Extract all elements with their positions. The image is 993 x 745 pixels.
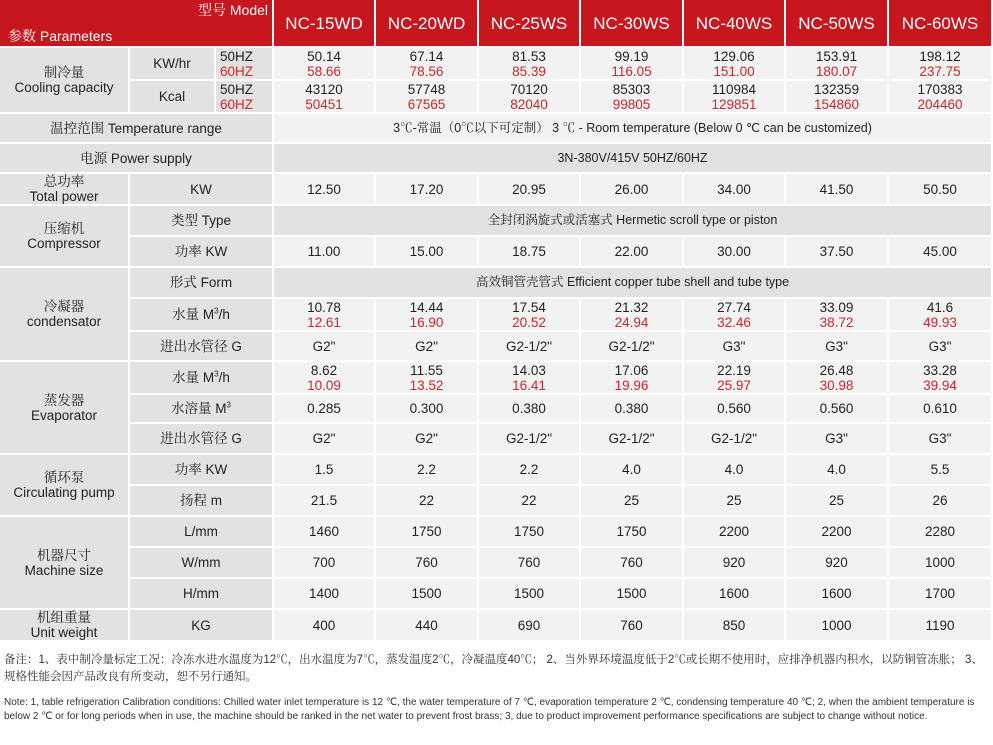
cooling-kcal-cell: 170383 204460 (889, 81, 993, 114)
condenser-flow-cell: 10.78 12.61 (274, 299, 376, 332)
condenser-pipe-cell: G2" (274, 332, 376, 362)
cooling-label-en: Cooling capacity (14, 80, 114, 95)
pump-power-cell: 4.0 (786, 455, 889, 486)
model-header: NC-60WS (889, 0, 993, 48)
cooling-kcal-cell: 85303 99805 (581, 81, 684, 114)
size-label: 机器尺寸 Machine size (0, 517, 130, 610)
condenser-flow-cell: 17.54 20.52 (479, 299, 581, 332)
evaporator-volume-cell: 0.610 (889, 395, 993, 424)
hz60-label: 60HZ (220, 63, 254, 79)
total-power-cell: 50.50 (889, 174, 993, 206)
compressor-power-cell: 18.75 (479, 237, 581, 268)
evaporator-pipe-cell: G3" (889, 424, 993, 455)
evaporator-pipe-cell: G2-1/2" (479, 424, 581, 455)
temp-range-value: 3℃-常温（0℃以下可定制） 3 ℃ - Room temperature (Below 0 ℃ can be customized) (274, 114, 993, 144)
condenser-pipe-cell: G2" (376, 332, 479, 362)
total-power-cell: 26.00 (581, 174, 684, 206)
size-h-cell: 1600 (786, 579, 889, 610)
cooling-kw-cell: 81.53 85.39 (479, 48, 581, 81)
weight-cell: 690 (479, 610, 581, 642)
note-english: Note: 1, table refrigeration Calibration conditions: Chilled water inlet temperature is 12 ℃, the water temperature of 7 ℃, evaporation temperature 2 ℃, condensing temperature 40 ℃; 2, when the ambient temperature is below 2 ℃ or for long periods when in use, the machine should be ranked in the net water to prevent frost brass; 3, due to product improvement performance specifications are subject to change without notice. (4, 697, 975, 722)
model-header: NC-50WS (786, 0, 889, 48)
model-header: NC-20WD (376, 0, 479, 48)
condenser-flow-cell: 33.09 38.72 (786, 299, 889, 332)
weight-cell: 760 (581, 610, 684, 642)
cooling-kcal-row (0, 81, 993, 114)
evaporator-flow-label: 水量 $M^3/h$ (130, 362, 274, 395)
cooling-kw-cell: 129.06 151.00 (684, 48, 786, 81)
evaporator-flow-cell: 33.28 39.94 (889, 362, 993, 395)
size-l-cell: 1750 (581, 517, 684, 548)
power-supply-label: 电源 Power supply (0, 144, 274, 174)
evaporator-volume-cell: 0.285 (274, 395, 376, 424)
evaporator-volume-cell: 0.380 (581, 395, 684, 424)
size-h-cell: 1400 (274, 579, 376, 610)
condenser-pipe-cell: G3" (786, 332, 889, 362)
size-l-cell: 1460 (274, 517, 376, 548)
cooling-kcal-cell: 70120 82040 (479, 81, 581, 114)
size-w-cell: 920 (684, 548, 786, 579)
evaporator-pipe-cell: G2" (376, 424, 479, 455)
pump-power-row (0, 455, 993, 486)
size-w-cell: 760 (376, 548, 479, 579)
compressor-power-cell: 15.00 (376, 237, 479, 268)
evaporator-flow-cell: 14.03 16.41 (479, 362, 581, 395)
total-power-cell: 20.95 (479, 174, 581, 206)
note-chinese: 备注：1、表中制冷量标定工况：冷冻水进水温度为12℃，出水温度为7℃，蒸发温度2℃，冷凝温度40℃； 2、当外界环境温度低于2℃或长期不使用时，应排净机器内积水，以防铜管冻胀； 3、规格性能会因产品改良有所变动，恕不另行通知。 (4, 654, 983, 683)
condenser-flow-cell: 41.6 49.93 (889, 299, 993, 332)
compressor-power-label: 功率 KW (130, 237, 274, 268)
total-power-cell: 12.50 (274, 174, 376, 206)
size-h-cell: 1500 (581, 579, 684, 610)
size-w-cell: 920 (786, 548, 889, 579)
pump-head-cell: 25 (786, 486, 889, 517)
size-l-cell: 2200 (786, 517, 889, 548)
condenser-pipe-cell: G2-1/2" (479, 332, 581, 362)
evaporator-flow-row (0, 362, 993, 395)
pump-head-cell: 25 (684, 486, 786, 517)
weight-cell: 850 (684, 610, 786, 642)
pump-head-cell: 25 (581, 486, 684, 517)
compressor-power-row (0, 237, 993, 268)
pump-power-cell: 4.0 (684, 455, 786, 486)
size-w-cell: 760 (479, 548, 581, 579)
size-h-cell: 1500 (479, 579, 581, 610)
kw-unit: KW/hr (130, 48, 216, 81)
cooling-label (0, 48, 130, 114)
pump-power-label: 功率 KW (130, 455, 274, 486)
size-l-cell: 1750 (479, 517, 581, 548)
pump-power-cell: 2.2 (479, 455, 581, 486)
cooling-kw-cell: 198.12 237.75 (889, 48, 993, 81)
weight-cell: 400 (274, 610, 376, 642)
size-h-cell: 1700 (889, 579, 993, 610)
size-w-label: W/mm (130, 548, 274, 579)
compressor-power-cell: 30.00 (684, 237, 786, 268)
condenser-form-value: 高效铜管壳管式 Efficient copper tube shell and tube type (274, 268, 993, 299)
evaporator-volume-label: 水溶量 $M^3$ (130, 395, 274, 424)
condenser-pipe-row (0, 332, 993, 362)
header-row (0, 0, 993, 48)
model-header: NC-25WS (479, 0, 581, 48)
condenser-flow-row (0, 299, 993, 332)
cooling-kcal-cell: 43120 50451 (274, 81, 376, 114)
weight-cell: 1000 (786, 610, 889, 642)
total-power-row (0, 174, 993, 206)
total-power-cell: 34.00 (684, 174, 786, 206)
size-w-cell: 1000 (889, 548, 993, 579)
size-w-cell: 760 (581, 548, 684, 579)
total-power-unit: KW (130, 174, 274, 206)
size-l-label: L/mm (130, 517, 274, 548)
size-h-row (0, 579, 993, 610)
kcal-unit: Kcal (130, 81, 216, 114)
cooling-kw-cell: 67.14 78.56 (376, 48, 479, 81)
total-power-label: 总功率 Total power (0, 174, 130, 206)
condenser-pipe-cell: G2-1/2" (581, 332, 684, 362)
cooling-kcal-cell: 110984 129851 (684, 81, 786, 114)
pump-head-row (0, 486, 993, 517)
compressor-type-value: 全封闭涡旋式或活塞式 Hermetic scroll type or piston (274, 206, 993, 237)
pump-head-cell: 22 (376, 486, 479, 517)
header-corner (0, 0, 274, 48)
pump-power-cell: 1.5 (274, 455, 376, 486)
model-header: NC-15WD (274, 0, 376, 48)
evaporator-volume-row (0, 395, 993, 424)
size-h-label: H/mm (130, 579, 274, 610)
hz50-label: 50HZ (220, 48, 254, 64)
weight-cell: 1190 (889, 610, 993, 642)
size-h-cell: 1500 (376, 579, 479, 610)
hz-labels (216, 81, 274, 114)
cooling-kcal-cell: 57748 67565 (376, 81, 479, 114)
evaporator-pipe-label: 进出水管径 G (130, 424, 274, 455)
model-header: NC-40WS (684, 0, 786, 48)
compressor-power-cell: 45.00 (889, 237, 993, 268)
condenser-flow-cell: 27.74 32.46 (684, 299, 786, 332)
hz-labels (216, 48, 274, 81)
size-w-cell: 700 (274, 548, 376, 579)
notes (0, 642, 993, 724)
cooling-kw-cell: 99.19 116.05 (581, 48, 684, 81)
evaporator-volume-cell: 0.300 (376, 395, 479, 424)
pump-power-cell: 2.2 (376, 455, 479, 486)
total-power-cell: 17.20 (376, 174, 479, 206)
compressor-power-cell: 37.50 (786, 237, 889, 268)
hz60-label: 60HZ (220, 96, 254, 112)
pump-label: 循环泵 Circulating pump (0, 455, 130, 517)
pump-head-cell: 21.5 (274, 486, 376, 517)
compressor-power-cell: 11.00 (274, 237, 376, 268)
weight-label: 机组重量 Unit weight (0, 610, 130, 642)
cooling-label-cn: 制冷量 (43, 65, 85, 80)
temp-range-label: 温控范围 Temperature range (0, 114, 274, 144)
evaporator-label: 蒸发器 Evaporator (0, 362, 130, 455)
compressor-label: 压缩机 Compressor (0, 206, 130, 268)
condenser-form-row (0, 268, 993, 299)
total-power-cell: 41.50 (786, 174, 889, 206)
evaporator-pipe-cell: G2-1/2" (581, 424, 684, 455)
pump-power-cell: 4.0 (581, 455, 684, 486)
weight-cell: 440 (376, 610, 479, 642)
evaporator-flow-cell: 26.48 30.98 (786, 362, 889, 395)
condenser-pipe-cell: G3" (889, 332, 993, 362)
evaporator-pipe-cell: G3" (786, 424, 889, 455)
size-l-row (0, 517, 993, 548)
cooling-kw-cell: 50.14 58.66 (274, 48, 376, 81)
condenser-label: 冷凝器 condensator (0, 268, 130, 362)
cooling-kw-cell: 153.91 180.07 (786, 48, 889, 81)
evaporator-pipe-row (0, 424, 993, 455)
cooling-kcal-cell: 132359 154860 (786, 81, 889, 114)
cooling-kw-row (0, 48, 993, 81)
evaporator-volume-cell: 0.560 (684, 395, 786, 424)
evaporator-pipe-cell: G2-1/2" (684, 424, 786, 455)
size-l-cell: 2200 (684, 517, 786, 548)
size-l-cell: 2280 (889, 517, 993, 548)
size-l-cell: 1750 (376, 517, 479, 548)
power-supply-value: 3N-380V/415V 50HZ/60HZ (274, 144, 993, 174)
evaporator-pipe-cell: G2" (274, 424, 376, 455)
pump-head-label: 扬程 m (130, 486, 274, 517)
condenser-flow-cell: 21.32 24.94 (581, 299, 684, 332)
weight-unit: KG (130, 610, 274, 642)
evaporator-flow-cell: 11.55 13.52 (376, 362, 479, 395)
condenser-pipe-cell: G3" (684, 332, 786, 362)
compressor-power-cell: 22.00 (581, 237, 684, 268)
condenser-form-label: 形式 Form (130, 268, 274, 299)
power-supply-row (0, 144, 993, 174)
evaporator-volume-cell: 0.560 (786, 395, 889, 424)
weight-row (0, 610, 993, 642)
condenser-pipe-label: 进出水管径 G (130, 332, 274, 362)
size-w-row (0, 548, 993, 579)
pump-head-cell: 22 (479, 486, 581, 517)
pump-head-cell: 26 (889, 486, 993, 517)
condenser-flow-cell: 14.44 16.90 (376, 299, 479, 332)
pump-power-cell: 5.5 (889, 455, 993, 486)
evaporator-flow-cell: 17.06 19.96 (581, 362, 684, 395)
compressor-type-row (0, 206, 993, 237)
evaporator-flow-cell: 8.62 10.09 (274, 362, 376, 395)
evaporator-volume-cell: 0.380 (479, 395, 581, 424)
model-header: NC-30WS (581, 0, 684, 48)
compressor-type-label: 类型 Type (130, 206, 274, 237)
model-label: 型号 Model (198, 2, 269, 18)
hz50-label: 50HZ (220, 81, 254, 97)
condenser-flow-label: 水量 $M^3/h$ (130, 299, 274, 332)
evaporator-flow-cell: 22.19 25.97 (684, 362, 786, 395)
param-label: 参数 Parameters (8, 28, 113, 44)
temp-range-row (0, 114, 993, 144)
size-h-cell: 1600 (684, 579, 786, 610)
